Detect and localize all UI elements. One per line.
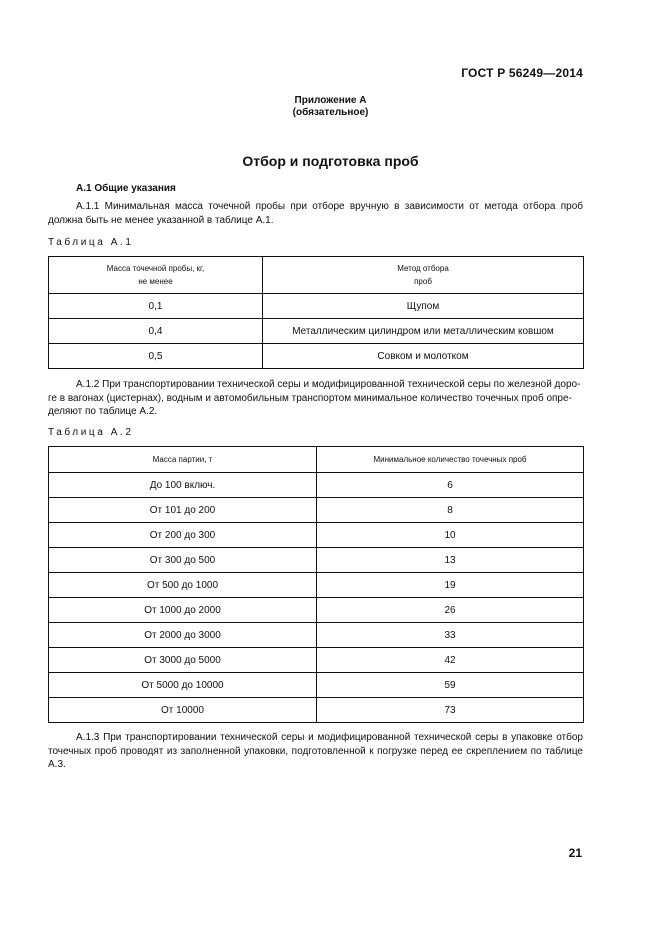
table-row — [49, 573, 584, 598]
table-cell: Щупом — [263, 294, 584, 319]
table-cell: Металлическим цилиндром или металлическим ковшом — [263, 319, 584, 344]
table-cell: 13 — [317, 548, 584, 573]
paragraph-line: деляют по таблице А.2. — [48, 406, 158, 417]
section-title: Отбор и подготовка проб — [242, 153, 419, 169]
table-cell: От 1000 до 2000 — [49, 598, 317, 623]
table-cell: От 5000 до 10000 — [49, 673, 317, 698]
table-a2-caption: Таблица А.2 — [48, 427, 134, 438]
table-cell: 8 — [317, 498, 584, 523]
table-row — [49, 473, 584, 498]
table-cell: 0,1 — [49, 294, 263, 319]
table-cell: Совком и молотком — [263, 344, 584, 369]
appendix-note: (обязательное) — [292, 107, 369, 118]
table-row — [49, 698, 584, 723]
header-text: Метод отбора — [397, 264, 449, 273]
page-number: 21 — [568, 846, 582, 860]
table-a1-caption: Таблица А.1 — [48, 237, 134, 248]
table-cell: От 500 до 1000 — [49, 573, 317, 598]
table-cell: 0,4 — [49, 319, 263, 344]
table-row — [49, 548, 584, 573]
table-cell: 10 — [317, 523, 584, 548]
table-row — [49, 294, 584, 319]
table-row — [49, 523, 584, 548]
paragraph-a1-3 — [48, 731, 583, 772]
table-row — [49, 319, 584, 344]
table-cell: От 101 до 200 — [49, 498, 317, 523]
paragraph-a1-1 — [48, 200, 583, 227]
table-cell: 73 — [317, 698, 584, 723]
table-cell: От 200 до 300 — [49, 523, 317, 548]
table-row — [49, 648, 584, 673]
table-row — [49, 498, 584, 523]
table-cell: До 100 включ. — [49, 473, 317, 498]
table-header-row — [49, 447, 584, 473]
table-cell: От 300 до 500 — [49, 548, 317, 573]
table-row — [49, 344, 584, 369]
table-cell: 26 — [317, 598, 584, 623]
table-header-cell: Масса партии, т — [49, 447, 317, 473]
table-cell: 6 — [317, 473, 584, 498]
table-a2 — [48, 446, 584, 723]
table-row — [49, 623, 584, 648]
paragraph-a1-1-text: А.1.1 Минимальная масса точечной пробы при отборе вручную в зависимости от метода отбора проб должна быть не менее указанной в таблице А.1. — [48, 201, 583, 226]
table-row — [49, 598, 584, 623]
document-code: ГОСТ Р 56249—2014 — [461, 66, 583, 80]
header-text: не менее — [138, 277, 173, 286]
paragraph-a1-2 — [48, 378, 583, 419]
table-header-row — [49, 257, 584, 294]
table-cell: 33 — [317, 623, 584, 648]
paragraph-a1-3-text: А.1.3 При транспортировании технической серы и модифицированной технической серы в упаковке отбор точечных проб проводят из заполненной упаковки, подготовленной к погрузке перед ее скреплением по таблице А.3. — [48, 732, 583, 770]
table-header-cell — [263, 257, 584, 294]
table-cell: От 10000 — [49, 698, 317, 723]
table-cell: От 3000 до 5000 — [49, 648, 317, 673]
table-header-cell: Минимальное количество точечных проб — [317, 447, 584, 473]
paragraph-line: А.1.2 При транспортировании технической серы и модифицированной технической серы по железной доро- — [76, 379, 581, 390]
header-text: проб — [414, 277, 432, 286]
table-cell: От 2000 до 3000 — [49, 623, 317, 648]
table-cell: 42 — [317, 648, 584, 673]
appendix-title: Приложение А — [294, 95, 367, 106]
table-header-cell — [49, 257, 263, 294]
subsection-heading: А.1 Общие указания — [76, 183, 176, 194]
table-row — [49, 673, 584, 698]
table-cell: 0,5 — [49, 344, 263, 369]
header-text: Масса точечной пробы, кг, — [106, 264, 205, 273]
table-cell: 19 — [317, 573, 584, 598]
table-cell: 59 — [317, 673, 584, 698]
paragraph-line: ге в вагонах (цистернах), водным и автомобильным транспортом минимальное количество точечных проб опре- — [48, 392, 572, 404]
table-a1 — [48, 256, 584, 369]
